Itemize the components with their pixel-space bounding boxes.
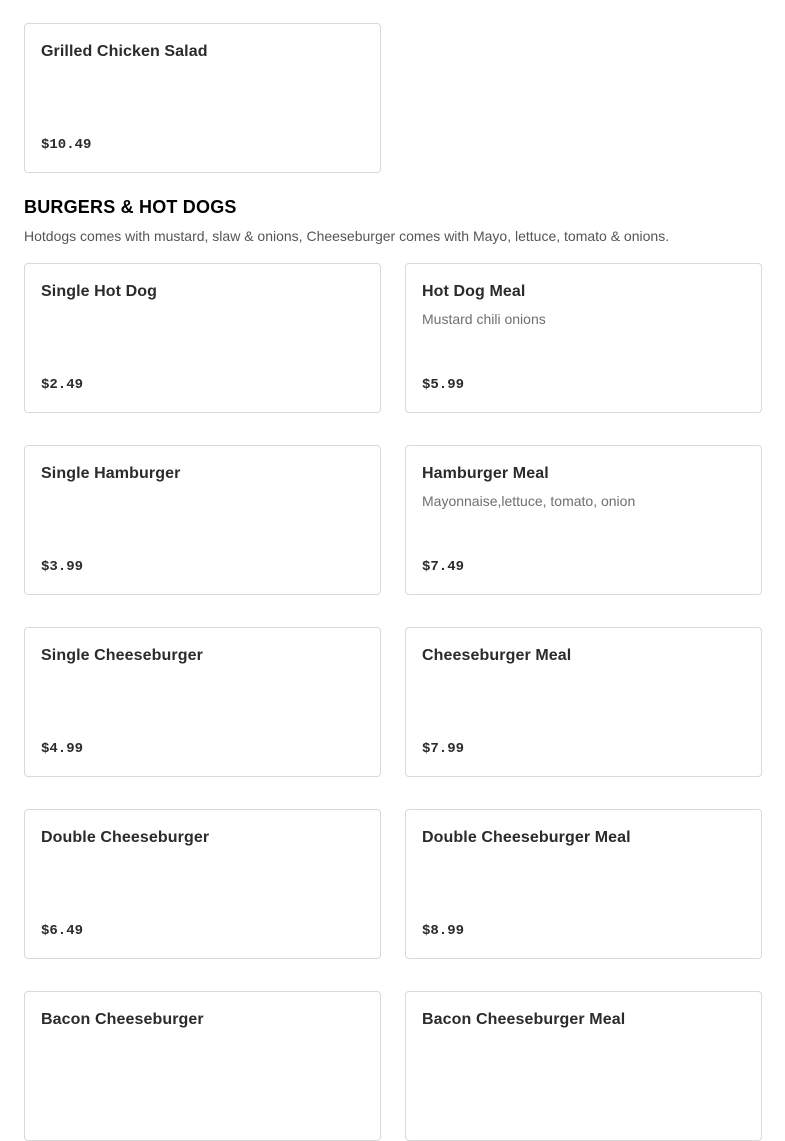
menu-item-name: Hot Dog Meal <box>422 283 526 300</box>
menu-item-name: Single Hot Dog <box>41 283 158 300</box>
menu-item-description: Mayonnaise,lettuce, tomato, onion <box>422 493 636 509</box>
menu-item-name: Single Cheeseburger <box>41 647 203 664</box>
menu-item-card[interactable] <box>24 263 381 413</box>
menu-item-name: Double Cheeseburger Meal <box>422 829 631 846</box>
menu-item-card[interactable] <box>405 627 762 777</box>
menu-item-card[interactable] <box>405 263 762 413</box>
menu-item-price: $7.99 <box>422 741 465 757</box>
menu-item-name: Grilled Chicken Salad <box>41 43 208 60</box>
menu-item-name: Hamburger Meal <box>422 465 549 482</box>
menu-item-price: $4.99 <box>41 741 84 757</box>
menu-item-name: Cheeseburger Meal <box>422 647 572 664</box>
menu-item-name: Double Cheeseburger <box>41 829 210 846</box>
menu-item-card[interactable] <box>405 445 762 595</box>
menu-item-price: $10.49 <box>41 137 92 153</box>
menu-item-price: $6.49 <box>41 923 84 939</box>
menu-item-description: Mustard chili onions <box>422 311 546 327</box>
section-title: BURGERS & HOT DOGS <box>24 197 237 217</box>
menu-item-name: Bacon Cheeseburger Meal <box>422 1011 626 1028</box>
section-description: Hotdogs comes with mustard, slaw & onions, Cheeseburger comes with Mayo, lettuce, tomato & onions. <box>24 228 670 244</box>
menu-item-card[interactable] <box>24 991 381 1141</box>
menu-item-price: $2.49 <box>41 377 84 393</box>
menu-item-price: $7.49 <box>422 559 465 575</box>
menu-item-price: $3.99 <box>41 559 84 575</box>
menu-item-price: $8.99 <box>422 923 465 939</box>
menu-item-price: $5.99 <box>422 377 465 393</box>
menu-item-card[interactable] <box>405 991 762 1141</box>
menu-item-name: Bacon Cheeseburger <box>41 1011 204 1028</box>
menu-item-name: Single Hamburger <box>41 465 181 482</box>
menu-item-card[interactable] <box>24 445 381 595</box>
menu-item-card[interactable] <box>24 23 381 173</box>
menu-item-card[interactable] <box>405 809 762 959</box>
menu-item-card[interactable] <box>24 809 381 959</box>
menu-item-card[interactable] <box>24 627 381 777</box>
